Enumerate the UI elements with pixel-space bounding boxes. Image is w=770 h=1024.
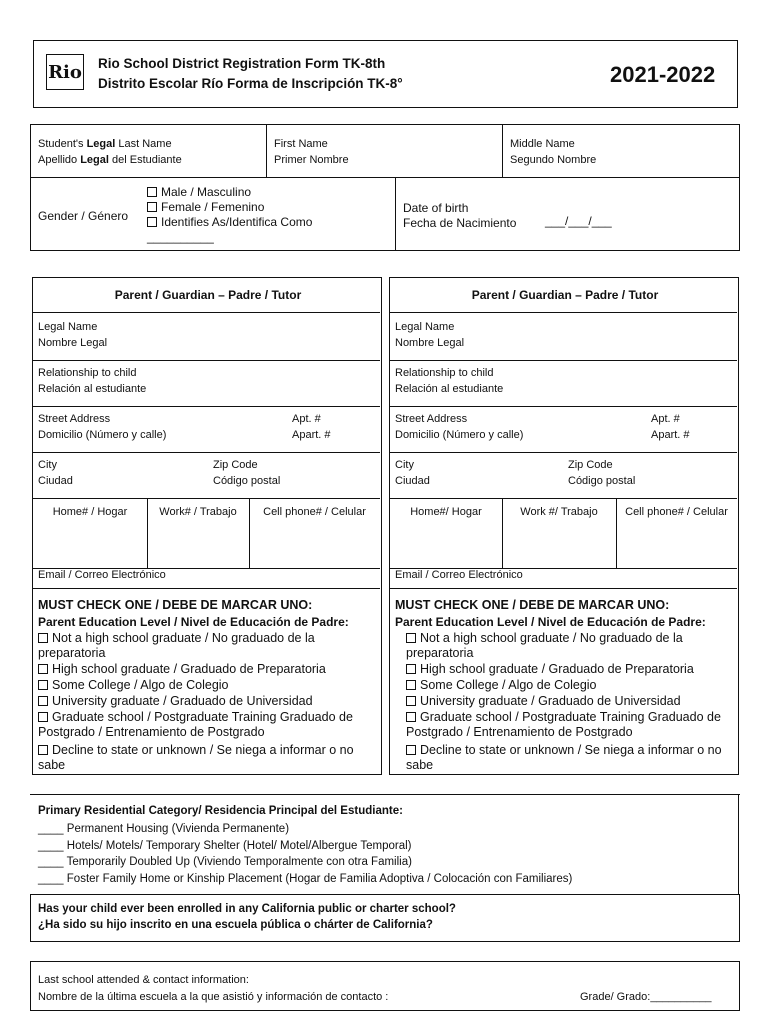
checkbox-icon[interactable]: [406, 696, 416, 706]
checkbox-icon[interactable]: [406, 680, 416, 690]
guardian-box-2: [389, 277, 739, 775]
education-option[interactable]: Decline to state or unknown / Se niega a informar o no sabe: [38, 743, 354, 772]
education-option[interactable]: High school graduate / Graduado de Preparatoria: [38, 662, 375, 677]
education-option[interactable]: High school graduate / Graduado de Preparatoria: [406, 662, 732, 677]
student-last-name-label[interactable]: Student's Legal Last Name Apellido Legal del Estudiante: [38, 138, 182, 166]
checkbox-icon[interactable]: [38, 680, 48, 690]
gender-option-male[interactable]: Male / Masculino: [147, 185, 312, 200]
guardian-relationship-label[interactable]: Relationship to child Relación al estudiante: [395, 367, 504, 395]
dob-field[interactable]: ___/___/___: [545, 214, 612, 228]
checkbox-icon[interactable]: [406, 745, 416, 755]
education-level-heading: Parent Education Level / Nivel de Educación de Padre:: [395, 615, 706, 629]
district-logo: Rio: [46, 54, 84, 90]
guardian-zip-label[interactable]: Zip Code Código postal: [568, 459, 636, 487]
guardian-box-1: [32, 277, 382, 775]
education-option[interactable]: Graduate school / Postgraduate Training Graduado de Postgrado / Entrenamiento de Postgrado: [406, 710, 721, 739]
form-title-es: Distrito Escolar Río Forma de Inscripción TK-8°: [98, 76, 403, 91]
guardian-cell-phone-label[interactable]: Cell phone# / Celular: [625, 506, 728, 518]
gender-identify-blank[interactable]: __________: [147, 230, 214, 244]
education-option[interactable]: Decline to state or unknown / Se niega a informar o no sabe: [406, 743, 722, 772]
guardian-relationship-label[interactable]: Relationship to child Relación al estudiante: [38, 367, 147, 395]
gender-label: Gender / Género: [38, 209, 129, 223]
education-option[interactable]: Not a high school graduate / No graduado de la preparatoria: [406, 631, 683, 660]
guardian-street-label[interactable]: Street Address Domicilio (Número y calle): [395, 413, 524, 441]
checkbox-icon[interactable]: [38, 696, 48, 706]
guardian-apt-label[interactable]: Apt. # Apart. #: [292, 413, 331, 441]
guardian-title: Parent / Guardian – Padre / Tutor: [114, 288, 302, 302]
dob-label: Date of birth Fecha de Nacimiento: [403, 201, 517, 230]
checkbox-icon[interactable]: [406, 712, 416, 722]
checkbox-icon[interactable]: [38, 633, 48, 643]
residential-title: Primary Residential Category/ Residencia Principal del Estudiante:: [38, 805, 403, 817]
last-school-label-en[interactable]: Last school attended & contact information:: [38, 974, 249, 986]
guardian-work-phone-label[interactable]: Work# / Trabajo: [159, 506, 237, 518]
gender-option-female[interactable]: Female / Femenino: [147, 200, 312, 215]
guardian-cell-phone-label[interactable]: Cell phone# / Celular: [263, 506, 366, 518]
guardian-legal-name-label[interactable]: Legal Name Nombre Legal: [395, 321, 465, 349]
checkbox-icon[interactable]: [147, 202, 157, 212]
residential-option[interactable]: ____ Foster Family Home or Kinship Placement (Hogar de Familia Adoptiva / Colocación con Familiares): [38, 872, 573, 885]
gender-options: [147, 185, 312, 245]
guardian-home-phone-label[interactable]: Home#/ Hogar: [410, 506, 482, 518]
must-check-heading: MUST CHECK ONE / DEBE DE MARCAR UNO:: [38, 598, 313, 612]
residential-option[interactable]: ____ Temporarily Doubled Up (Viviendo Temporalmente con otra Familia): [38, 856, 412, 868]
education-option[interactable]: Not a high school graduate / No graduado de la preparatoria: [38, 631, 315, 660]
grade-field[interactable]: Grade/ Grado:__________: [580, 991, 712, 1003]
checkbox-icon[interactable]: [38, 745, 48, 755]
guardian-email-label[interactable]: Email / Correo Electrónico: [38, 569, 166, 581]
guardian-legal-name-label[interactable]: Legal Name Nombre Legal: [38, 321, 108, 349]
education-level-heading: Parent Education Level / Nivel de Educación de Padre:: [38, 615, 349, 629]
guardian-city-label[interactable]: City Ciudad: [395, 459, 430, 487]
student-middle-name-label[interactable]: Middle Name Segundo Nombre: [510, 138, 597, 166]
checkbox-icon[interactable]: [38, 712, 48, 722]
residential-options: [38, 821, 572, 887]
guardian-work-phone-label[interactable]: Work #/ Trabajo: [520, 506, 598, 518]
must-check-heading: MUST CHECK ONE / DEBE DE MARCAR UNO:: [395, 598, 670, 612]
checkbox-icon[interactable]: [38, 664, 48, 674]
checkbox-icon[interactable]: [406, 633, 416, 643]
guardian-home-phone-label[interactable]: Home# / Hogar: [52, 506, 128, 518]
school-year: 2021-2022: [610, 62, 716, 87]
form-title-en: Rio School District Registration Form TK-8th: [98, 56, 386, 71]
enrolled-question-en: Has your child ever been enrolled in any California public or charter school?: [38, 903, 456, 915]
enrolled-box: [30, 894, 740, 942]
checkbox-icon[interactable]: [147, 217, 157, 227]
education-option[interactable]: Some College / Algo de Colegio: [406, 678, 732, 693]
residential-option[interactable]: ____ Permanent Housing (Vivienda Permanente): [38, 823, 290, 835]
education-option[interactable]: Some College / Algo de Colegio: [38, 678, 375, 693]
residential-option[interactable]: ____ Hotels/ Motels/ Temporary Shelter (Hotel/ Motel/Albergue Temporal): [38, 839, 412, 852]
last-school-label-es[interactable]: Nombre de la última escuela a la que asistió y información de contacto :: [38, 991, 389, 1003]
guardian-street-label[interactable]: Street Address Domicilio (Número y calle): [38, 413, 167, 441]
guardian-title: Parent / Guardian – Padre / Tutor: [471, 288, 659, 302]
education-option[interactable]: University graduate / Graduado de Universidad: [38, 694, 375, 709]
checkbox-icon[interactable]: [147, 187, 157, 197]
education-option[interactable]: Graduate school / Postgraduate Training Graduado de Postgrado / Entrenamiento de Postgrado: [38, 710, 353, 739]
checkbox-icon[interactable]: [406, 664, 416, 674]
education-option[interactable]: University graduate / Graduado de Universidad: [406, 694, 732, 709]
guardian-apt-label[interactable]: Apt. # Apart. #: [651, 413, 690, 441]
guardian-zip-label[interactable]: Zip Code Código postal: [213, 459, 281, 487]
student-first-name-label[interactable]: First Name Primer Nombre: [274, 138, 349, 166]
gender-option-identifies[interactable]: Identifies As/Identifica Como: [147, 215, 312, 230]
guardian-city-label[interactable]: City Ciudad: [38, 459, 73, 487]
enrolled-question-es: ¿Ha sido su hijo inscrito en una escuela pública o chárter de California?: [38, 919, 433, 931]
guardian-email-label[interactable]: Email / Correo Electrónico: [395, 569, 523, 581]
